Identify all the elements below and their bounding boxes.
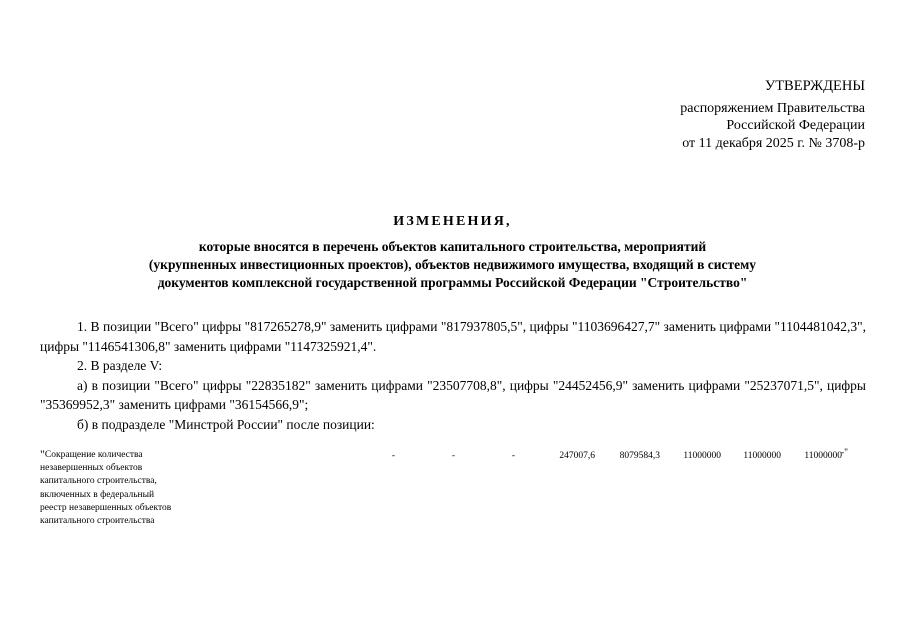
subtitle-line-1: которые вносятся в перечень объектов капитального строительства, мероприятий [198, 239, 707, 254]
approval-line-2: Российской Федерации [726, 118, 865, 133]
document-subtitle [60, 238, 845, 292]
approval-line-3: от 11 декабря 2025 г. № 3708-р [682, 135, 865, 151]
paragraph-1: 1. В позиции "Всего" цифры "817265278,9" заменить цифрами "817937805,5", цифры "1103696427,7" заменить цифрами "1104481042,3", цифры "1146541306,8" заменить цифрами "1147325921,4". [40, 319, 866, 354]
row-open-quote: " [40, 447, 45, 461]
row-cell-8: 11000000 [804, 451, 842, 461]
paragraph-4: б) в подразделе "Минстрой России" после позиции: [77, 416, 375, 432]
row-label-text: Сокращение количества незавершенных объектов капитального строительства, включенных в федеральный реестр незавершенных объектов капитального строительства [40, 450, 172, 527]
row-cell-2: - [451, 451, 455, 461]
subtitle-line-2: (укрупненных инвестиционных проектов), объектов недвижимого имущества, входящий в систему [148, 257, 757, 272]
approval-line-1: распоряжением Правительства [680, 100, 865, 116]
document-body [40, 317, 866, 434]
row-cell-1: - [391, 451, 395, 461]
row-cell-9: -" [840, 448, 848, 458]
paragraph-2: 2. В разделе V: [77, 358, 163, 373]
subtitle-line-3: документов комплексной государственной программы Российской Федерации "Строительство" [157, 275, 748, 290]
row-cell-3: - [511, 451, 515, 461]
document-title: ИЗМЕНЕНИЯ, [393, 214, 512, 229]
approval-title: УТВЕРЖДЕНЫ [764, 78, 865, 94]
approval-block [600, 78, 865, 152]
row-cell-5: 8079584,3 [619, 451, 660, 461]
row-label [40, 449, 220, 528]
row-cell-6: 11000000 [683, 451, 721, 461]
row-cell-4: 247007,6 [559, 451, 595, 461]
paragraph-3: а) в позиции "Всего" цифры "22835182" заменить цифрами "23507708,8", цифры "24452456,9" заменить цифрами "25237071,5", цифры "35369952,3" заменить цифрами "36154566,9"; [40, 377, 866, 412]
row-cell-7: 11000000 [743, 451, 781, 461]
